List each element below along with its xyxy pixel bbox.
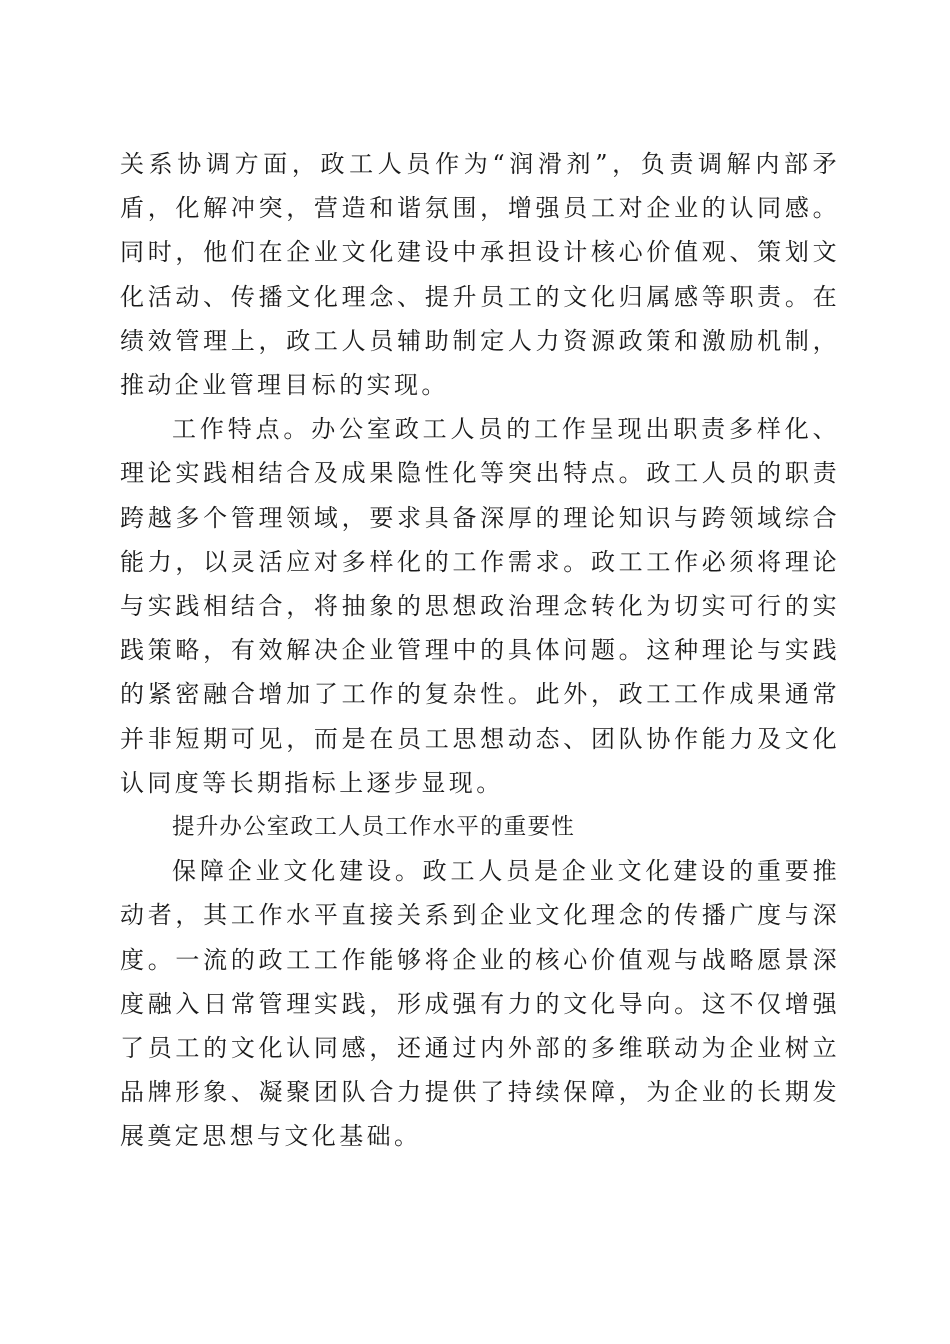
paragraph-relationship-coordination: 关系协调方面，政工人员作为“润滑剂”，负责调解内部矛盾，化解冲突，营造和谐氛围，增强员工对企业的认同感。同时，他们在企业文化建设中承担设计核心价值观、策划文化活动、传播文化理念、提升员工的文化归属感等职责。在绩效管理上，政工人员辅助制定人力资源政策和激励机制，推动企业管理目标的实现。 [120,150,840,400]
document-body [120,142,840,1159]
paragraph-work-characteristics: 工作特点。办公室政工人员的工作呈现出职责多样化、理论实践相结合及成果隐性化等突出特点。政工人员的职责跨越多个管理领域，要求具备深厚的理论知识与跨领域综合能力，以灵活应对多样化的工作需求。政工工作必须将理论与实践相结合，将抽象的思想政治理念转化为切实可行的实践策略，有效解决企业管理中的具体问题。这种理论与实践的紧密融合增加了工作的复杂性。此外，政工工作成果通常并非短期可见，而是在员工思想动态、团队协作能力及文化认同度等长期指标上逐步显现。 [120,415,840,797]
paragraph-corporate-culture: 保障企业文化建设。政工人员是企业文化建设的重要推动者，其工作水平直接关系到企业文化理念的传播广度与深度。一流的政工工作能够将企业的核心价值观与战略愿景深度融入日常管理实践，形成强有力的文化导向。这不仅增强了员工的文化认同感，还通过内外部的多维联动为企业树立品牌形象、凝聚团队合力提供了持续保障，为企业的长期发展奠定思想与文化基础。 [120,857,840,1151]
section-heading: 提升办公室政工人员工作水平的重要性 [172,814,575,841]
